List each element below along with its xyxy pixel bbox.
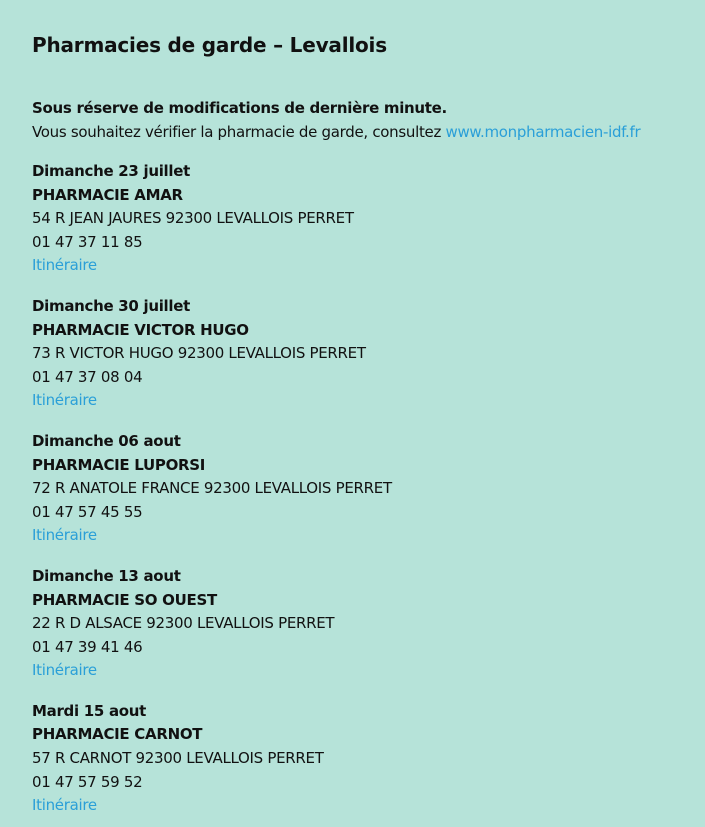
notice bbox=[32, 96, 705, 144]
itinerary-link[interactable]: Itinéraire bbox=[32, 661, 97, 680]
pharmacy-address: 22 R D ALSACE 92300 LEVALLOIS PERRET bbox=[32, 614, 335, 633]
pharmacy-name: PHARMACIE CARNOT bbox=[32, 725, 203, 744]
pharmacy-entry bbox=[32, 160, 705, 278]
pharmacy-phone: 01 47 57 45 55 bbox=[32, 502, 143, 521]
pharmacy-entry bbox=[32, 565, 705, 683]
entry-date: Dimanche 13 aout bbox=[32, 566, 181, 585]
pharmacy-name: PHARMACIE SO OUEST bbox=[32, 590, 217, 609]
pharmacy-phone: 01 47 39 41 46 bbox=[32, 637, 143, 656]
pharmacy-phone: 01 47 37 11 85 bbox=[32, 232, 143, 251]
pharmacy-entry bbox=[32, 700, 705, 818]
itinerary-link[interactable]: Itinéraire bbox=[32, 256, 97, 275]
pharmacy-name: PHARMACIE AMAR bbox=[32, 185, 183, 204]
pharmacy-name: PHARMACIE VICTOR HUGO bbox=[32, 320, 249, 339]
entry-date: Mardi 15 aout bbox=[32, 701, 147, 720]
pharmacy-phone: 01 47 57 59 52 bbox=[32, 772, 143, 791]
pharmacy-entry bbox=[32, 295, 705, 413]
entry-date: Dimanche 23 juillet bbox=[32, 162, 190, 180]
pharmacy-phone: 01 47 37 08 04 bbox=[32, 367, 143, 386]
itinerary-link[interactable]: Itinéraire bbox=[32, 796, 97, 815]
pharmacy-address: 72 R ANATOLE FRANCE 92300 LEVALLOIS PERRET bbox=[32, 479, 392, 498]
notice-warning: Sous réserve de modifications de dernière minute. bbox=[32, 99, 447, 117]
entry-date: Dimanche 30 juillet bbox=[32, 296, 190, 315]
itinerary-link[interactable]: Itinéraire bbox=[32, 391, 97, 410]
monpharmacien-link[interactable]: www.monpharmacien-idf.fr bbox=[445, 123, 641, 141]
notice-line bbox=[32, 120, 705, 144]
pharmacy-address: 54 R JEAN JAURES 92300 LEVALLOIS PERRET bbox=[32, 209, 354, 228]
pharmacy-name: PHARMACIE LUPORSI bbox=[32, 455, 206, 474]
entry-date: Dimanche 06 aout bbox=[32, 431, 181, 450]
pharmacy-address: 57 R CARNOT 92300 LEVALLOIS PERRET bbox=[32, 749, 324, 768]
page-title: Pharmacies de garde – Levallois bbox=[32, 33, 387, 57]
pharmacy-address: 73 R VICTOR HUGO 92300 LEVALLOIS PERRET bbox=[32, 344, 366, 363]
pharmacy-entry bbox=[32, 430, 705, 548]
notice-text: Vous souhaitez vérifier la pharmacie de garde, consultez bbox=[32, 123, 446, 141]
itinerary-link[interactable]: Itinéraire bbox=[32, 526, 97, 545]
